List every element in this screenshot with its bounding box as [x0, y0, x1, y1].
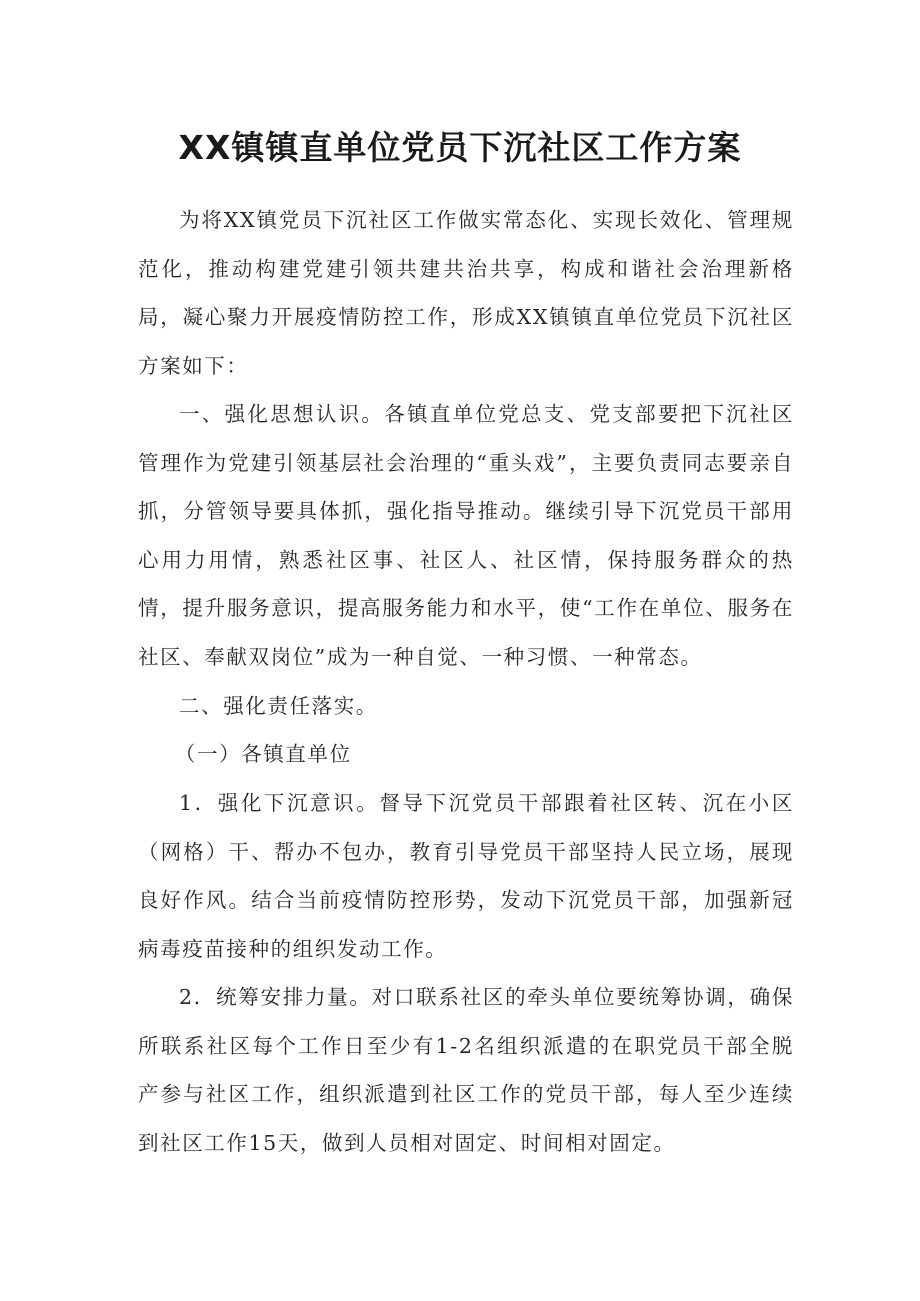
intro-paragraph: 为将XX镇党员下沉社区工作做实常态化、实现长效化、管理规范化，推动构建党建引领共建共治共享，构成和谐社会治理新格局，凝心聚力开展疫情防控工作，形成XX镇镇直单位党员下沉社区方案如下：: [138, 208, 794, 378]
item-two-paragraph: 2．统筹安排力量。对口联系社区的牵头单位要统筹协调，确保所联系社区每个工作日至少有1-2名组织派遣的在职党员干部全脱产参与社区工作，组织派遣到社区工作的党员干部，每人至少连续到社区工作15天，做到人员相对固定、时间相对固定。: [138, 985, 794, 1155]
item-one-paragraph: 1．强化下沉意识。督导下沉党员干部跟着社区转、沉在小区（网格）干、帮办不包办，教育引导党员干部坚持人民立场，展现良好作风。结合当前疫情防控形势，发动下沉党员干部，加强新冠病毒疫苗接种的组织发动工作。: [138, 791, 794, 961]
subsection-one-heading: （一）各镇直单位: [174, 742, 352, 766]
section-one-paragraph: 一、强化思想认识。各镇直单位党总支、党支部要把下沉社区管理作为党建引领基层社会治理的“重头戏”，主要负责同志要亲自抓，分管领导要具体抓，强化指导推动。继续引导下沉党员干部用心用力用情，熟悉社区事、社区人、社区情，保持服务群众的热情，提升服务意识，提高服务能力和水平，使“工作在单位、服务在社区、奉献双岗位”成为一种自觉、一种习惯、一种常态。: [138, 402, 794, 669]
document-title: XX镇镇直单位党员下沉社区工作方案: [178, 128, 742, 167]
section-two-heading: 二、强化责任落实。: [179, 694, 378, 718]
